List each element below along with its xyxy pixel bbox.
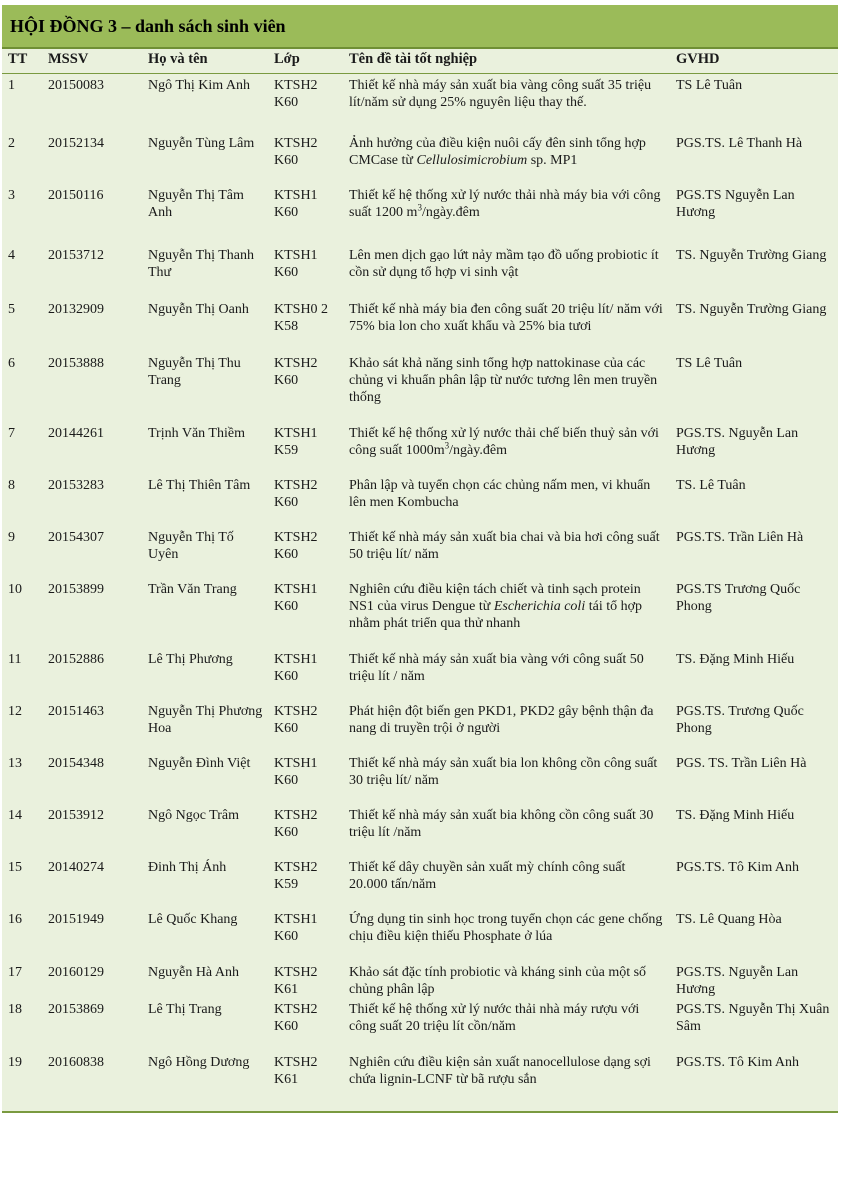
cell-mssv: 20151949 — [42, 908, 142, 961]
table-row — [2, 422, 838, 474]
cell-mssv: 20153912 — [42, 804, 142, 856]
cell-name: Ngô Ngọc Trâm — [142, 804, 268, 856]
topic-segment: Khảo sát khả năng sinh tổng hợp nattokinase của các chủng vi khuẩn phân lập từ nước tương lên men truyền thống — [349, 355, 658, 405]
cell-tt: 12 — [2, 700, 42, 752]
topic-segment: Thiết kế nhà máy sản xuất bia không cồn công suất 30 triệu lít /năm — [349, 807, 654, 840]
topic-segment: sp. MP1 — [527, 152, 578, 168]
cell-mssv: 20132909 — [42, 298, 142, 352]
cell-mssv: 20144261 — [42, 422, 142, 474]
cell-name: Lê Thị Thiên Tâm — [142, 474, 268, 526]
cell-lop: KTSH2 K60 — [268, 700, 343, 752]
cell-tt: 6 — [2, 352, 42, 422]
topic-segment: Nghiên cứu điều kiện sản xuất nanocellulose dạng sợi chứa lignin-LCNF từ bã rượu sắn — [349, 1054, 651, 1087]
topic-segment: Lên men dịch gạo lứt nảy mầm tạo đồ uống probiotic ít cồn sử dụng tổ hợp vi sinh vật — [349, 247, 659, 280]
table-row — [2, 998, 838, 1051]
cell-topic — [343, 752, 670, 804]
cell-name: Trịnh Văn Thiềm — [142, 422, 268, 474]
topic-segment: Ảnh hưởng của điều kiện nuôi cấy đên sinh tổng hợp CMCase từ — [349, 135, 646, 168]
topic-segment: Phát hiện đột biến gen PKD1, PKD2 gây bệnh thận đa nang di truyền trội ở người — [349, 703, 654, 736]
table-row — [2, 856, 838, 908]
cell-lop: KTSH2 K60 — [268, 74, 343, 132]
table-row — [2, 908, 838, 961]
cell-lop: KTSH2 K60 — [268, 474, 343, 526]
cell-lop: KTSH2 K60 — [268, 132, 343, 184]
cell-tt: 10 — [2, 578, 42, 648]
cell-name: Nguyễn Thị Thanh Thư — [142, 244, 268, 298]
cell-tt: 14 — [2, 804, 42, 856]
cell-gvhd: TS. Lê Tuân — [670, 474, 838, 526]
cell-name: Trần Văn Trang — [142, 578, 268, 648]
cell-name: Nguyễn Thị Phương Hoa — [142, 700, 268, 752]
cell-name: Nguyễn Tùng Lâm — [142, 132, 268, 184]
cell-gvhd: TS Lê Tuân — [670, 74, 838, 132]
topic-segment: Thiết kế nhà máy sản xuất bia vàng công suất 35 triệu lít/năm sử dụng 25% nguyên liệu thay thế. — [349, 78, 652, 110]
cell-gvhd: PGS. TS. Trần Liên Hà — [670, 752, 838, 804]
cell-topic — [343, 1051, 670, 1111]
topic-segment: Nghiên cứu điều kiện tách chiết và tinh sạch protein NS1 của virus Dengue từ — [349, 581, 641, 614]
cell-lop: KTSH1 K60 — [268, 648, 343, 700]
cell-mssv: 20150083 — [42, 74, 142, 132]
cell-mssv: 20153869 — [42, 998, 142, 1051]
cell-lop: KTSH2 K60 — [268, 998, 343, 1051]
cell-name: Nguyễn Đình Việt — [142, 752, 268, 804]
cell-gvhd: TS. Đặng Minh Hiếu — [670, 804, 838, 856]
title-bar — [2, 5, 838, 49]
cell-lop: KTSH1 K59 — [268, 422, 343, 474]
cell-tt: 1 — [2, 74, 42, 132]
topic-segment: Khảo sát đặc tính probiotic và kháng sinh của một số chủng phân lập — [349, 964, 647, 997]
cell-name: Lê Thị Phương — [142, 648, 268, 700]
cell-name: Lê Quốc Khang — [142, 908, 268, 961]
cell-lop: KTSH1 K60 — [268, 752, 343, 804]
cell-lop: KTSH1 K60 — [268, 578, 343, 648]
cell-tt: 16 — [2, 908, 42, 961]
cell-tt: 15 — [2, 856, 42, 908]
cell-name: Nguyễn Thị Oanh — [142, 298, 268, 352]
cell-tt: 2 — [2, 132, 42, 184]
cell-topic — [343, 700, 670, 752]
cell-tt: 4 — [2, 244, 42, 298]
cell-topic — [343, 526, 670, 578]
cell-name: Ngô Hồng Dương — [142, 1051, 268, 1111]
cell-topic — [343, 961, 670, 998]
cell-mssv: 20153712 — [42, 244, 142, 298]
cell-gvhd: PGS.TS Nguyễn Lan Hương — [670, 184, 838, 244]
cell-lop: KTSH2 K61 — [268, 961, 343, 998]
cell-gvhd: PGS.TS. Trần Liên Hà — [670, 526, 838, 578]
table-row — [2, 474, 838, 526]
cell-mssv: 20153899 — [42, 578, 142, 648]
cell-lop: KTSH0 2 K58 — [268, 298, 343, 352]
cell-lop: KTSH2 K60 — [268, 526, 343, 578]
topic-italic-segment: Escherichia coli — [493, 598, 586, 614]
cell-lop: KTSH2 K59 — [268, 856, 343, 908]
cell-name: Lê Thị Trang — [142, 998, 268, 1051]
cell-name: Nguyễn Thị Thu Trang — [142, 352, 268, 422]
cell-gvhd: TS. Nguyễn Trường Giang — [670, 298, 838, 352]
cell-gvhd: PGS.TS. Nguyễn Lan Hương — [670, 961, 838, 998]
cell-mssv: 20154348 — [42, 752, 142, 804]
header-name: Họ và tên — [142, 49, 268, 74]
table-row — [2, 961, 838, 998]
cell-lop: KTSH1 K60 — [268, 184, 343, 244]
cell-topic — [343, 352, 670, 422]
topic-segment: Thiết kế hệ thống xử lý nước thải chế biến thuỷ sản với công suất 1000m — [349, 425, 659, 458]
student-table — [2, 49, 838, 1111]
cell-topic — [343, 244, 670, 298]
bottom-rule — [2, 1111, 838, 1113]
table-row — [2, 1051, 838, 1111]
header-lop: Lớp — [268, 49, 343, 74]
cell-lop: KTSH1 K60 — [268, 908, 343, 961]
cell-topic — [343, 578, 670, 648]
topic-segment: Thiết kế hệ thống xử lý nước thải nhà máy rượu với công suất 20 triệu lít cồn/năm — [349, 1001, 640, 1034]
header-tt: TT — [2, 49, 42, 74]
topic-segment: Thiết kế nhà máy sản xuất bia vàng với công suất 50 triệu lít / năm — [349, 651, 644, 684]
cell-tt: 9 — [2, 526, 42, 578]
header-topic: Tên đề tài tốt nghiệp — [343, 49, 670, 74]
cell-topic — [343, 184, 670, 244]
cell-gvhd: PGS.TS. Trương Quốc Phong — [670, 700, 838, 752]
topic-superscript: 3 — [444, 439, 450, 450]
topic-segment: /ngày.đêm — [449, 442, 507, 458]
table-row — [2, 244, 838, 298]
header-gvhd: GVHD — [670, 49, 838, 74]
table-row — [2, 700, 838, 752]
topic-segment: Thiết kế nhà máy bia đen công suất 20 triệu lít/ năm với 75% bia lon cho xuất khẩu và 25% bia tươi — [349, 301, 663, 334]
cell-tt: 19 — [2, 1051, 42, 1111]
table-row — [2, 526, 838, 578]
cell-topic — [343, 474, 670, 526]
cell-mssv: 20153283 — [42, 474, 142, 526]
cell-gvhd: PGS.TS. Tô Kim Anh — [670, 1051, 838, 1111]
cell-gvhd: TS. Lê Quang Hòa — [670, 908, 838, 961]
cell-lop: KTSH2 K60 — [268, 352, 343, 422]
cell-lop: KTSH1 K60 — [268, 244, 343, 298]
topic-segment: Ứng dụng tin sinh học trong tuyển chọn các gene chống chịu điều kiện thiếu Phosphate ở lúa — [349, 911, 663, 944]
cell-topic — [343, 422, 670, 474]
cell-name: Ngô Thị Kim Anh — [142, 74, 268, 132]
cell-name: Đinh Thị Ánh — [142, 856, 268, 908]
table-row — [2, 804, 838, 856]
cell-tt: 8 — [2, 474, 42, 526]
table-row — [2, 752, 838, 804]
table-row — [2, 352, 838, 422]
table-row — [2, 578, 838, 648]
topic-segment: Thiết kế nhà máy sản xuất bia lon không cồn công suất 30 triệu lít/ năm — [349, 755, 658, 788]
topic-superscript: 3 — [417, 201, 422, 212]
cell-tt: 11 — [2, 648, 42, 700]
cell-gvhd: PGS.TS Trương Quốc Phong — [670, 578, 838, 648]
cell-topic — [343, 648, 670, 700]
cell-mssv: 20152134 — [42, 132, 142, 184]
topic-italic-segment: Cellulosimicrobium — [416, 152, 528, 168]
cell-topic — [343, 74, 670, 132]
cell-mssv: 20150116 — [42, 184, 142, 244]
cell-tt: 17 — [2, 961, 42, 998]
table-row — [2, 648, 838, 700]
cell-gvhd: PGS.TS. Nguyễn Thị Xuân Sâm — [670, 998, 838, 1051]
cell-name: Nguyễn Thị Tố Uyên — [142, 526, 268, 578]
cell-gvhd: TS. Nguyễn Trường Giang — [670, 244, 838, 298]
cell-tt: 7 — [2, 422, 42, 474]
cell-mssv: 20140274 — [42, 856, 142, 908]
table-row — [2, 298, 838, 352]
cell-mssv: 20153888 — [42, 352, 142, 422]
cell-mssv: 20154307 — [42, 526, 142, 578]
topic-segment: tái tổ hợp nhằm phát triển qua thử nhanh — [349, 598, 643, 631]
cell-lop: KTSH2 K61 — [268, 1051, 343, 1111]
cell-mssv: 20151463 — [42, 700, 142, 752]
topic-segment: Thiết kế dây chuyền sản xuất mỳ chính công suất 20.000 tấn/năm — [349, 859, 626, 892]
topic-segment: Thiết kế nhà máy sản xuất bia chai và bia hơi công suất 50 triệu lít/ năm — [349, 529, 660, 562]
page-title: HỘI ĐỒNG 3 – danh sách sinh viên — [10, 15, 286, 36]
cell-gvhd: PGS.TS. Tô Kim Anh — [670, 856, 838, 908]
cell-name: Nguyễn Thị Tâm Anh — [142, 184, 268, 244]
topic-segment: Thiết kế hệ thống xử lý nước thải nhà máy bia với công suất 1200 m — [349, 187, 661, 220]
table-body — [2, 74, 838, 1111]
topic-segment: Phân lập và tuyển chọn các chủng nấm men, vi khuẩn lên men Kombucha — [349, 477, 651, 510]
cell-mssv: 20160129 — [42, 961, 142, 998]
cell-name: Nguyễn Hà Anh — [142, 961, 268, 998]
table-row — [2, 74, 838, 132]
cell-tt: 13 — [2, 752, 42, 804]
cell-topic — [343, 856, 670, 908]
cell-lop: KTSH2 K60 — [268, 804, 343, 856]
cell-topic — [343, 298, 670, 352]
cell-tt: 3 — [2, 184, 42, 244]
cell-gvhd: TS Lê Tuân — [670, 352, 838, 422]
topic-segment: /ngày.đêm — [421, 204, 480, 220]
cell-topic — [343, 804, 670, 856]
cell-topic — [343, 908, 670, 961]
header-mssv: MSSV — [42, 49, 142, 74]
student-list-document — [2, 5, 838, 1113]
cell-tt: 18 — [2, 998, 42, 1051]
cell-gvhd: PGS.TS. Nguyễn Lan Hương — [670, 422, 838, 474]
table-row — [2, 184, 838, 244]
table-header-row — [2, 49, 838, 74]
cell-gvhd: TS. Đặng Minh Hiếu — [670, 648, 838, 700]
cell-tt: 5 — [2, 298, 42, 352]
cell-mssv: 20160838 — [42, 1051, 142, 1111]
cell-topic — [343, 998, 670, 1051]
cell-gvhd: PGS.TS. Lê Thanh Hà — [670, 132, 838, 184]
cell-topic — [343, 132, 670, 184]
cell-mssv: 20152886 — [42, 648, 142, 700]
table-row — [2, 132, 838, 184]
